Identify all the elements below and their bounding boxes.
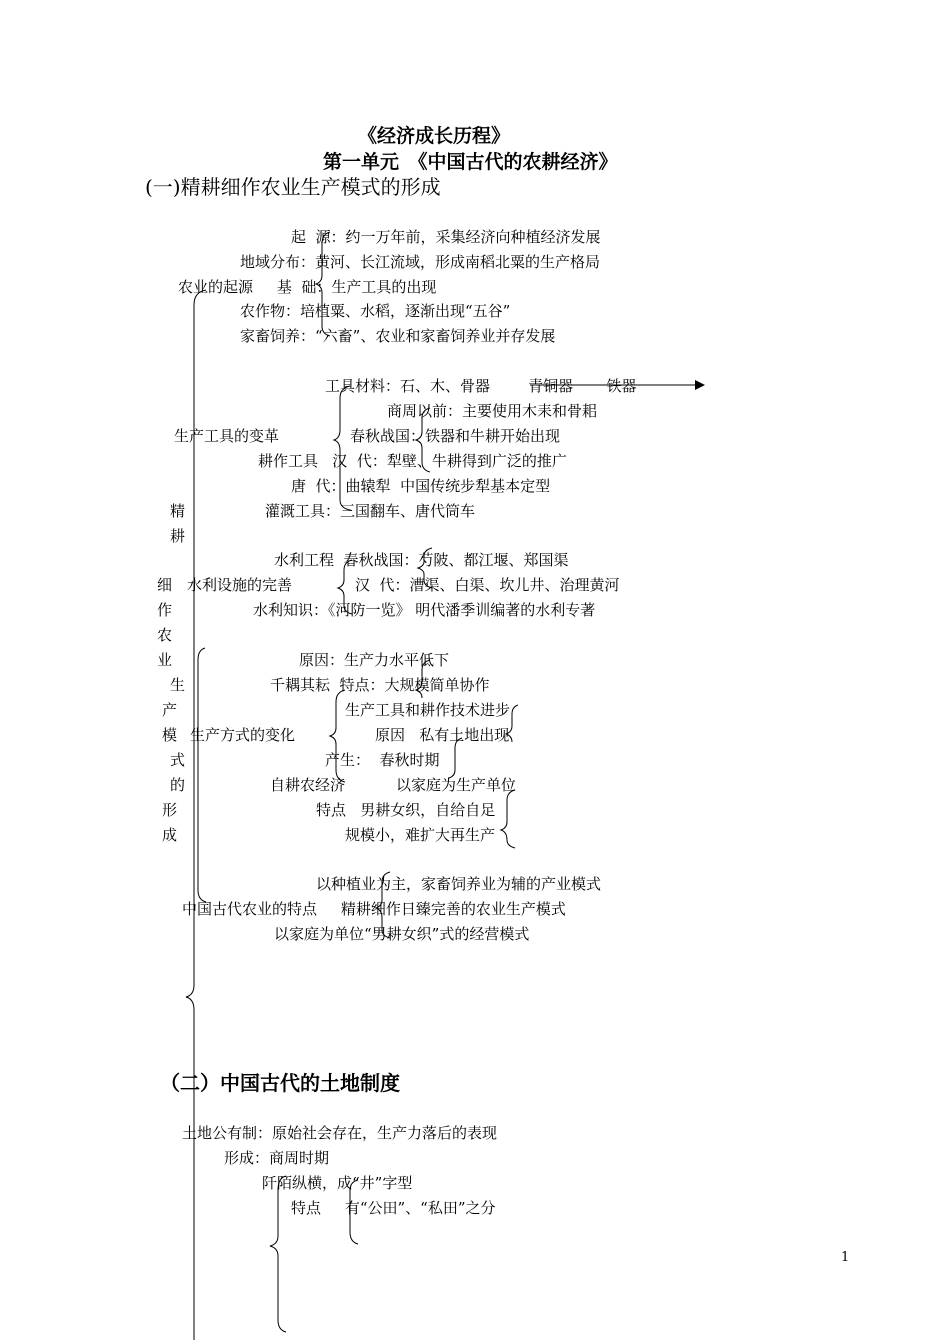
page-number: 1 (841, 1250, 850, 1265)
qianou-line: 千耦其耘 特点：大规模简单协作 (270, 676, 490, 694)
vertical-char: 农 (157, 626, 173, 644)
features-brace (501, 790, 515, 848)
water-works-brace (418, 548, 432, 588)
vertical-char: 形 (162, 801, 178, 819)
formation-line: 形成：商周时期 (224, 1149, 330, 1167)
public-private-field-line: 特点 有“公田”、“私田”之分 (291, 1199, 496, 1217)
vertical-char: 精 (170, 502, 186, 520)
features-land-brace (350, 1180, 358, 1244)
family-mode-line: 以家庭为单位“男耕女织”式的经营模式 (274, 925, 530, 943)
small-scale-line: 规模小，难扩大再生产 (345, 826, 496, 844)
tool-change-label: 生产工具的变革 (174, 427, 280, 445)
section1-heading: (一)精耕细作农业生产模式的形成 (145, 175, 441, 199)
shang-zhou-line: 商周以前：主要使用木耒和骨耜 (387, 402, 598, 420)
vertical-char: 生 (170, 676, 186, 694)
features-gender-line: 特点 男耕女织，自给自足 (316, 801, 496, 819)
origin-brace (316, 232, 330, 336)
vertical-char: 作 (157, 601, 173, 619)
vertical-char: 式 (170, 751, 186, 769)
cause-productivity-line: 原因：生产力水平低下 (299, 651, 450, 669)
livestock-line: 家畜饲养：“六畜”、农业和家畜饲养业并存发展 (240, 327, 556, 345)
qianmo-line: 阡陌纵横，成“井”字型 (262, 1174, 413, 1192)
farm-tool-brace (416, 408, 430, 472)
family-unit-line: 以家庭为生产单位 (396, 776, 517, 794)
tang-plow-line: 唐 代：曲辕犁 中国传统步犁基本定型 (291, 477, 551, 495)
han-water-line: 汉 代：漕渠、白渠、坎儿井、治理黄河 (355, 576, 620, 594)
production-brace (198, 648, 206, 902)
water-knowledge-line: 水利知识：《河防一览》 明代潘季训编著的水利专著 (253, 601, 596, 619)
water-works-line: 水利工程 春秋战国：芍陂、都江堰、郑国渠 (274, 551, 569, 569)
vertical-char: 耕 (170, 527, 186, 545)
water-brace (338, 560, 352, 614)
crops-line: 农作物：培植粟、水稻，逐渐出现“五谷” (240, 302, 511, 320)
vertical-char: 的 (170, 776, 186, 794)
vertical-char: 成 (162, 826, 178, 844)
production-sub-brace (330, 690, 345, 782)
agri-features-line: 中国古代农业的特点 精耕细作日臻完善的农业生产模式 (182, 900, 566, 918)
tool-material-line: 工具材料：石、木、骨器 青铜器 铁器 (325, 377, 637, 395)
vertical-char: 产 (162, 701, 178, 719)
private-land-line: 原因 私有土地出现 (375, 726, 510, 744)
cause-brace (506, 705, 518, 742)
emergence-line: 产生： 春秋时期 (325, 751, 440, 769)
water-facility-label: 水利设施的完善 (187, 576, 293, 594)
public-land-line: 土地公有制：原始社会存在，生产力落后的表现 (182, 1124, 498, 1142)
agri-origin-line: 农业的起源 基 础：生产工具的出现 (178, 278, 437, 296)
planting-main-line: 以种植业为主，家畜饲养业为辅的产业模式 (316, 875, 602, 893)
self-farmer-brace (449, 738, 462, 778)
region-line: 地域分布：黄河、长江流域，形成南稻北粟的生产格局 (240, 253, 601, 271)
tool-brace (334, 386, 350, 510)
section2-heading: （二）中国古代的土地制度 (160, 1071, 400, 1095)
farming-tools-han-line: 耕作工具 汉 代：犁壁、牛耕得到广泛的推广 (258, 452, 567, 470)
land-brace (270, 1176, 286, 1332)
vertical-char: 业 (157, 651, 173, 669)
self-farmer-label: 自耕农经济 (270, 776, 346, 794)
unit-title: 第一单元 《中国古代的农耕经济》 (323, 151, 618, 173)
document-title: 《经济成长历程》 (358, 125, 511, 147)
spring-autumn-tools-line: 春秋战国：铁器和牛耕开始出现 (350, 427, 561, 445)
vertical-char: 模 (162, 726, 178, 744)
origin-line: 起 源：约一万年前，采集经济向种植经济发展 (291, 228, 601, 246)
irrigation-tools-line: 灌溉工具：三国翻车、唐代筒车 (265, 502, 476, 520)
production-change-label: 生产方式的变化 (190, 726, 296, 744)
qianou-brace (416, 660, 430, 698)
vertical-char: 细 (157, 576, 173, 594)
tech-progress-line: 生产工具和耕作技术进步 (345, 701, 511, 719)
features-agri-brace (376, 872, 390, 938)
outer-brace (186, 290, 206, 1340)
